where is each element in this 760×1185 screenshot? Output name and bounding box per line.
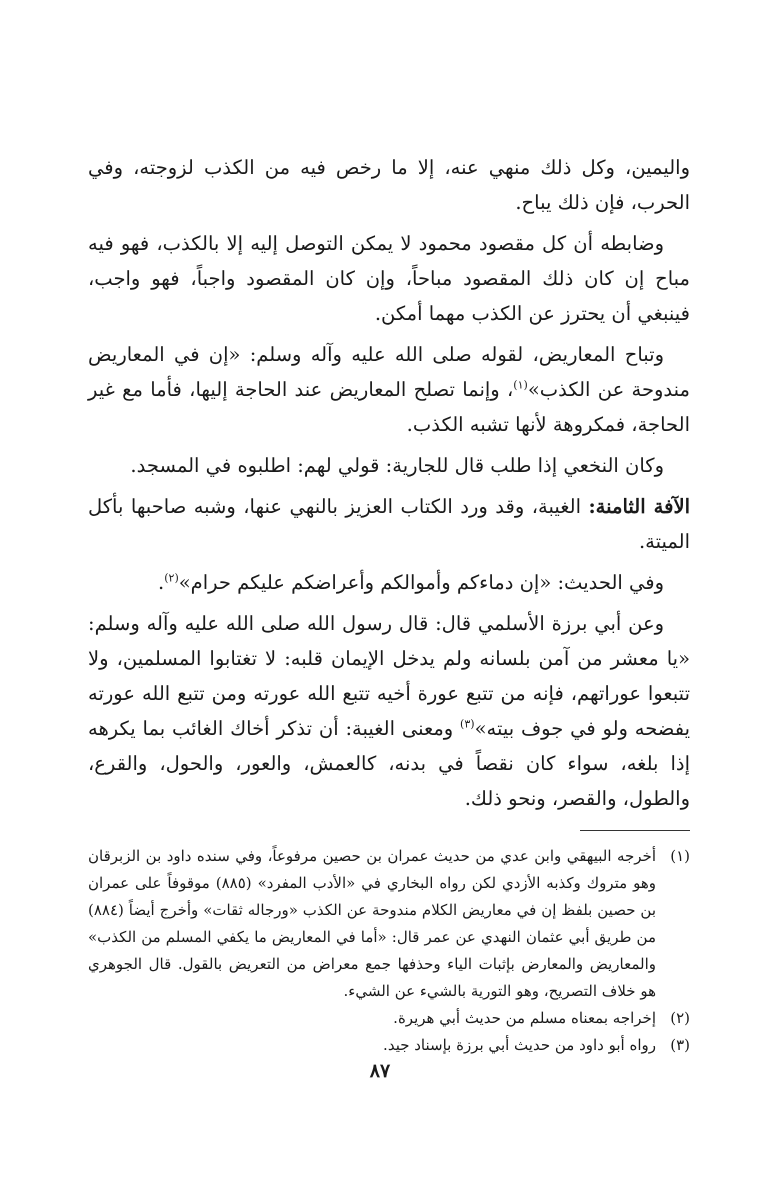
footnote-separator <box>580 830 690 831</box>
footnote-text: أخرجه البيهقي وابن عدي من حديث عمران بن حصين مرفوعاً، وفي سنده داود بن الزبرقان وهو متروك وكذبه الأزدي لكن رواه البخاري في «الأدب المفرد» (٨٨٥) موقوفاً على عمران بن حصين بلفظ إن في معاريض الكلام مندوحة عن الكذب «ورجاله ثقات» وأخرج أيضاً (٨٨٤) من طريق أبي عثمان النهدي عن عمر قال: «أما في المعاريض ما يكفي المسلم من الكذب» والمعاريض والمعارض بإثبات الياء وحذفها جمع معراض من التعريض بالقول. قال الجوهري هو خلاف التصريح، وهو التورية بالشيء عن الشيء. <box>88 847 656 1000</box>
footnote-number: (١) <box>670 847 690 865</box>
paragraph-3 <box>88 337 690 442</box>
paragraph-1: واليمين، وكل ذلك منهي عنه، إلا ما رخص فيه من الكذب لزوجته، وفي الحرب، فإن ذلك يباح. <box>88 156 690 214</box>
page-number: ٨٧ <box>369 1060 391 1082</box>
footnote-ref-1[interactable]: (١) <box>513 378 528 392</box>
paragraph-5 <box>88 489 690 559</box>
section-heading: الآفة الثامنة: <box>588 495 691 518</box>
main-text <box>88 150 690 816</box>
footnote-2 <box>88 1005 690 1032</box>
footnote-text: إخراجه بمعناه مسلم من حديث أبي هريرة. <box>393 1009 656 1027</box>
footnote-text: رواه أبو داود من حديث أبي برزة بإسناد جيد. <box>383 1036 656 1054</box>
paragraph-5-text: الغيبة، وقد ورد الكتاب العزيز بالنهي عنها، وشبه صاحبها بأكل الميتة. <box>88 495 690 553</box>
paragraph-3-text: وتباح المعاريض، لقوله صلى الله عليه وآله وسلم: «إن في المعاريض مندوحة عن الكذب» <box>88 343 690 401</box>
footnote-number: (٢) <box>670 1009 690 1027</box>
footnote-3 <box>88 1032 690 1059</box>
paragraph-4: وكان النخعي إذا طلب قال للجارية: قولي لهم: اطلبوه في المسجد. <box>130 454 664 477</box>
page-body <box>88 150 690 1059</box>
footnotes <box>88 843 690 1059</box>
paragraph-2: وضابطه أن كل مقصود محمود لا يمكن التوصل إليه إلا بالكذب، فهو فيه مباح إن كان ذلك المقصود مباحاً، وإن كان المقصود واجباً، فهو واجب، فينبغي أن يحترز عن الكذب مهما أمكن. <box>88 232 690 325</box>
footnote-number: (٣) <box>670 1036 690 1054</box>
paragraph-3-text-cont: ، وإنما تصلح المعاريض عند الحاجة إليها، فأما مع غير الحاجة، فمكروهة لأنها تشبه الكذب. <box>88 378 690 436</box>
footnote-ref-3[interactable]: (٣) <box>460 717 475 731</box>
paragraph-6-text-cont: . <box>158 571 165 594</box>
paragraph-6-text: وفي الحديث: «إن دماءكم وأموالكم وأعراضكم عليكم حرام» <box>178 571 664 594</box>
footnote-ref-2[interactable]: (٢) <box>164 571 179 585</box>
paragraph-7-text-cont: ومعنى الغيبة: أن تذكر أخاك الغائب بما يكرهه إذا بلغه، سواء كان نقصاً في بدنه، كالعمش، والعور، والحول، والقرع، والطول، والقصر، ونحو ذلك. <box>88 717 690 810</box>
paragraph-6 <box>88 565 690 600</box>
paragraph-7 <box>88 606 690 816</box>
paragraph-7-text: وعن أبي برزة الأسلمي قال: قال رسول الله صلى الله عليه وآله وسلم: «يا معشر من آمن بلسانه ولم يدخل الإيمان قلبه: لا تغتابوا المسلمين، ولا تتبعوا عوراتهم، فإنه من تتبع عورة أخيه تتبع الله عورته ومن تتبع الله عورته يفضحه ولو في جوف بيته» <box>88 612 690 740</box>
footnote-1 <box>88 843 690 1005</box>
